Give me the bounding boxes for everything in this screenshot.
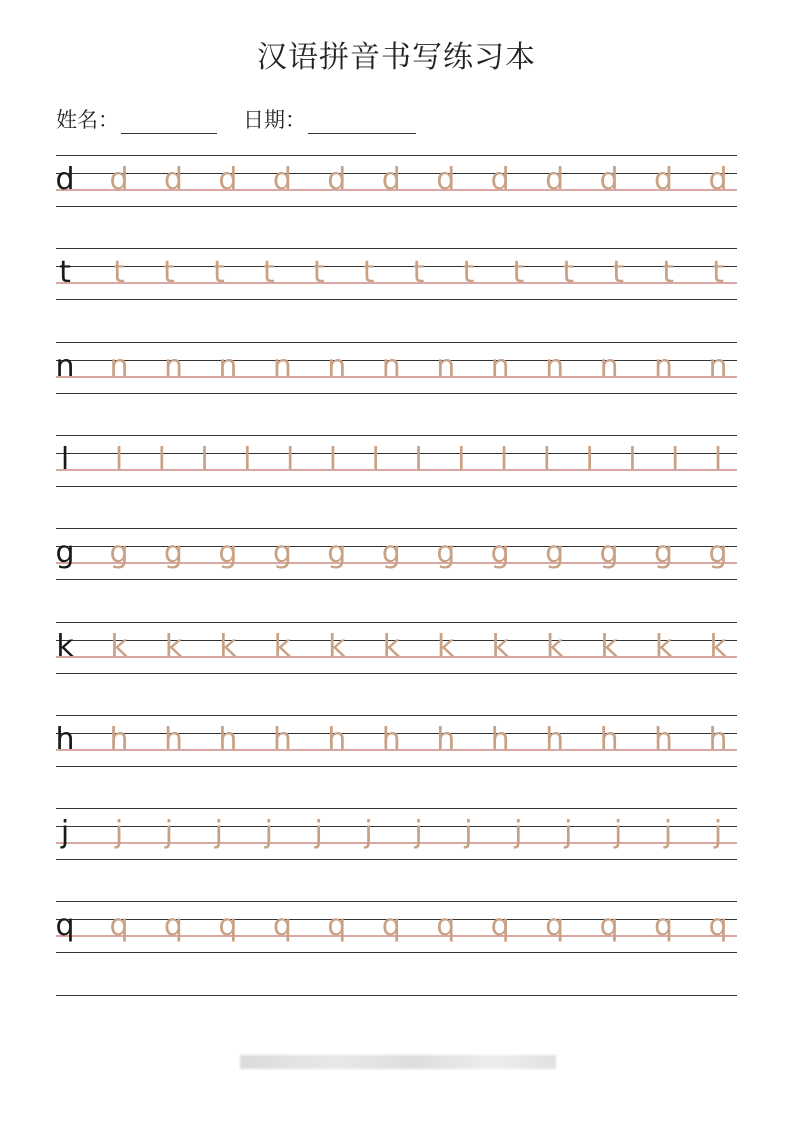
trace-letter[interactable]: k (709, 629, 727, 664)
trace-letter[interactable]: g (272, 535, 292, 570)
trace-letter[interactable]: h (109, 722, 129, 757)
trace-letter[interactable]: k (219, 629, 237, 664)
trace-letter[interactable]: d (545, 162, 565, 197)
trace-letter[interactable]: l (371, 442, 380, 477)
model-letter: n (55, 349, 75, 384)
trace-letter[interactable]: l (114, 442, 124, 477)
blurred-watermark (240, 1055, 556, 1069)
trace-letter[interactable]: t (163, 255, 175, 290)
trace-letter[interactable]: l (285, 442, 295, 477)
trace-letter[interactable]: q (327, 908, 347, 943)
trace-letter[interactable]: g (163, 535, 183, 570)
practice-row-k (56, 622, 737, 674)
trace-letter[interactable]: j (164, 815, 174, 850)
name-blank-line[interactable] (121, 115, 217, 134)
trace-letter[interactable]: t (212, 255, 225, 290)
trace-letter[interactable]: j (264, 815, 273, 850)
trace-letter[interactable]: q (218, 908, 238, 943)
trace-letter[interactable]: g (381, 535, 401, 570)
trace-letter[interactable]: j (464, 815, 473, 850)
trace-letter[interactable]: j (564, 815, 573, 850)
trace-letter[interactable]: d (381, 162, 401, 197)
trace-letter[interactable]: h (381, 722, 401, 757)
trace-letter[interactable]: n (163, 349, 183, 384)
trace-letter[interactable]: k (491, 629, 509, 664)
trace-letter[interactable]: g (327, 535, 347, 570)
trace-letter[interactable]: h (272, 722, 292, 757)
trace-letter[interactable]: q (490, 908, 510, 943)
trace-letter[interactable]: j (214, 815, 223, 850)
practice-row-t (56, 248, 737, 300)
trace-letter[interactable]: j (314, 815, 323, 850)
trace-letter[interactable]: h (163, 722, 183, 757)
date-blank-line[interactable] (308, 115, 416, 134)
model-letter: d (55, 162, 75, 197)
trace-letter[interactable]: j (613, 815, 623, 850)
trace-letter[interactable]: d (654, 162, 674, 197)
trace-letter[interactable]: l (457, 442, 466, 477)
trace-letter[interactable]: l (713, 442, 723, 477)
trace-letter[interactable]: d (490, 162, 510, 197)
trace-letter[interactable]: j (663, 815, 673, 850)
practice-row-q (56, 901, 737, 953)
trace-letter[interactable]: n (436, 349, 456, 384)
trace-letter[interactable]: n (708, 349, 728, 384)
trace-letter[interactable]: n (545, 349, 565, 384)
trace-letter[interactable]: h (490, 722, 510, 757)
trace-letter[interactable]: k (437, 629, 455, 664)
trace-letter[interactable]: h (327, 722, 347, 757)
trace-letter[interactable]: d (436, 162, 456, 197)
trace-letter[interactable]: n (272, 349, 292, 384)
header-fields (56, 104, 416, 134)
trace-letter[interactable]: k (382, 629, 400, 664)
trace-letter[interactable]: g (109, 535, 129, 570)
trace-letter[interactable]: k (328, 629, 346, 664)
trace-letter[interactable]: n (327, 349, 347, 384)
trace-letter[interactable]: g (708, 535, 728, 570)
trace-letter[interactable]: n (490, 349, 510, 384)
trace-letter[interactable]: l (585, 442, 594, 477)
model-letter: j (60, 815, 70, 850)
trace-letter[interactable]: l (499, 442, 509, 477)
practice-row-d (56, 155, 737, 207)
trace-letter[interactable]: t (662, 255, 674, 290)
trace-letter[interactable]: t (412, 255, 425, 290)
trace-letter[interactable]: l (243, 442, 252, 477)
model-letter: k (56, 629, 74, 664)
practice-row-g (56, 528, 737, 580)
trace-letter[interactable]: g (599, 535, 619, 570)
trace-letter[interactable]: g (545, 535, 565, 570)
trace-letter[interactable]: q (272, 908, 292, 943)
trace-letter[interactable]: t (712, 255, 724, 290)
trace-letter[interactable]: l (542, 442, 552, 477)
trace-letter[interactable]: j (114, 815, 124, 850)
trace-letter[interactable]: g (436, 535, 456, 570)
date-label: 日期： (243, 108, 306, 132)
trace-letter[interactable]: k (600, 629, 618, 664)
trace-letter[interactable]: q (708, 908, 728, 943)
trace-letter[interactable]: q (545, 908, 565, 943)
trace-letter[interactable]: n (599, 349, 619, 384)
trace-letter[interactable]: t (113, 255, 125, 290)
trace-letter[interactable]: g (654, 535, 674, 570)
trace-letter[interactable]: h (654, 722, 674, 757)
trace-letter[interactable]: h (708, 722, 728, 757)
practice-row-l (56, 435, 737, 487)
trace-letter[interactable]: q (109, 908, 129, 943)
practice-row-h (56, 715, 737, 767)
practice-row-j (56, 808, 737, 860)
model-letter: q (55, 908, 75, 943)
trace-letter[interactable]: n (654, 349, 674, 384)
trace-letter[interactable]: j (713, 815, 723, 850)
trace-letter[interactable]: h (218, 722, 238, 757)
trace-letter[interactable]: t (562, 255, 575, 290)
trace-letter[interactable]: d (708, 162, 728, 197)
trace-letter[interactable]: q (163, 908, 183, 943)
trace-letter[interactable]: q (436, 908, 456, 943)
trace-letter[interactable]: t (262, 255, 275, 290)
model-letter: g (55, 535, 75, 570)
trace-letter[interactable]: d (272, 162, 292, 197)
trace-letter[interactable]: n (218, 349, 238, 384)
trace-letter[interactable]: d (599, 162, 619, 197)
model-letter: t (59, 255, 71, 290)
trace-letter[interactable]: g (490, 535, 510, 570)
practice-row-n (56, 342, 737, 394)
trace-letter[interactable]: t (362, 255, 375, 290)
trace-letter[interactable]: q (654, 908, 674, 943)
page-title: 汉语拼音书写练习本 (257, 40, 536, 75)
trace-letter[interactable]: t (462, 255, 475, 290)
trace-letter[interactable]: k (110, 629, 128, 664)
trace-letter[interactable]: l (328, 442, 338, 477)
trace-letter[interactable]: j (414, 815, 423, 850)
trace-letter[interactable]: d (327, 162, 347, 197)
trace-letter[interactable]: n (109, 349, 129, 384)
trace-letter[interactable]: q (599, 908, 619, 943)
trace-letter[interactable]: d (163, 162, 183, 197)
trace-letter[interactable]: t (612, 255, 625, 290)
trace-letter[interactable]: l (200, 442, 209, 477)
trace-letter[interactable]: k (164, 629, 183, 664)
trace-letter[interactable]: d (218, 162, 238, 197)
trace-letter[interactable]: h (436, 722, 456, 757)
trace-letter[interactable]: l (414, 442, 423, 477)
trace-letter[interactable]: k (273, 629, 292, 664)
trace-letter[interactable]: n (381, 349, 401, 384)
model-letter: h (55, 722, 75, 757)
trace-letter[interactable]: q (381, 908, 401, 943)
trace-letter[interactable]: k (654, 629, 673, 664)
trace-letter[interactable]: l (628, 442, 637, 477)
trace-letter[interactable]: l (671, 442, 680, 477)
trace-letter[interactable]: j (364, 815, 373, 850)
trace-letter[interactable]: d (109, 162, 129, 197)
name-label: 姓名： (56, 108, 119, 132)
trace-letter[interactable]: h (599, 722, 619, 757)
trace-letter[interactable]: t (512, 255, 525, 290)
trace-letter[interactable]: h (545, 722, 565, 757)
model-letter: l (60, 442, 70, 477)
trace-letter[interactable]: t (312, 255, 325, 290)
trace-letter[interactable]: k (545, 629, 564, 664)
trace-letter[interactable]: j (514, 815, 523, 850)
trace-letter[interactable]: g (218, 535, 238, 570)
trace-letter[interactable]: l (157, 442, 166, 477)
